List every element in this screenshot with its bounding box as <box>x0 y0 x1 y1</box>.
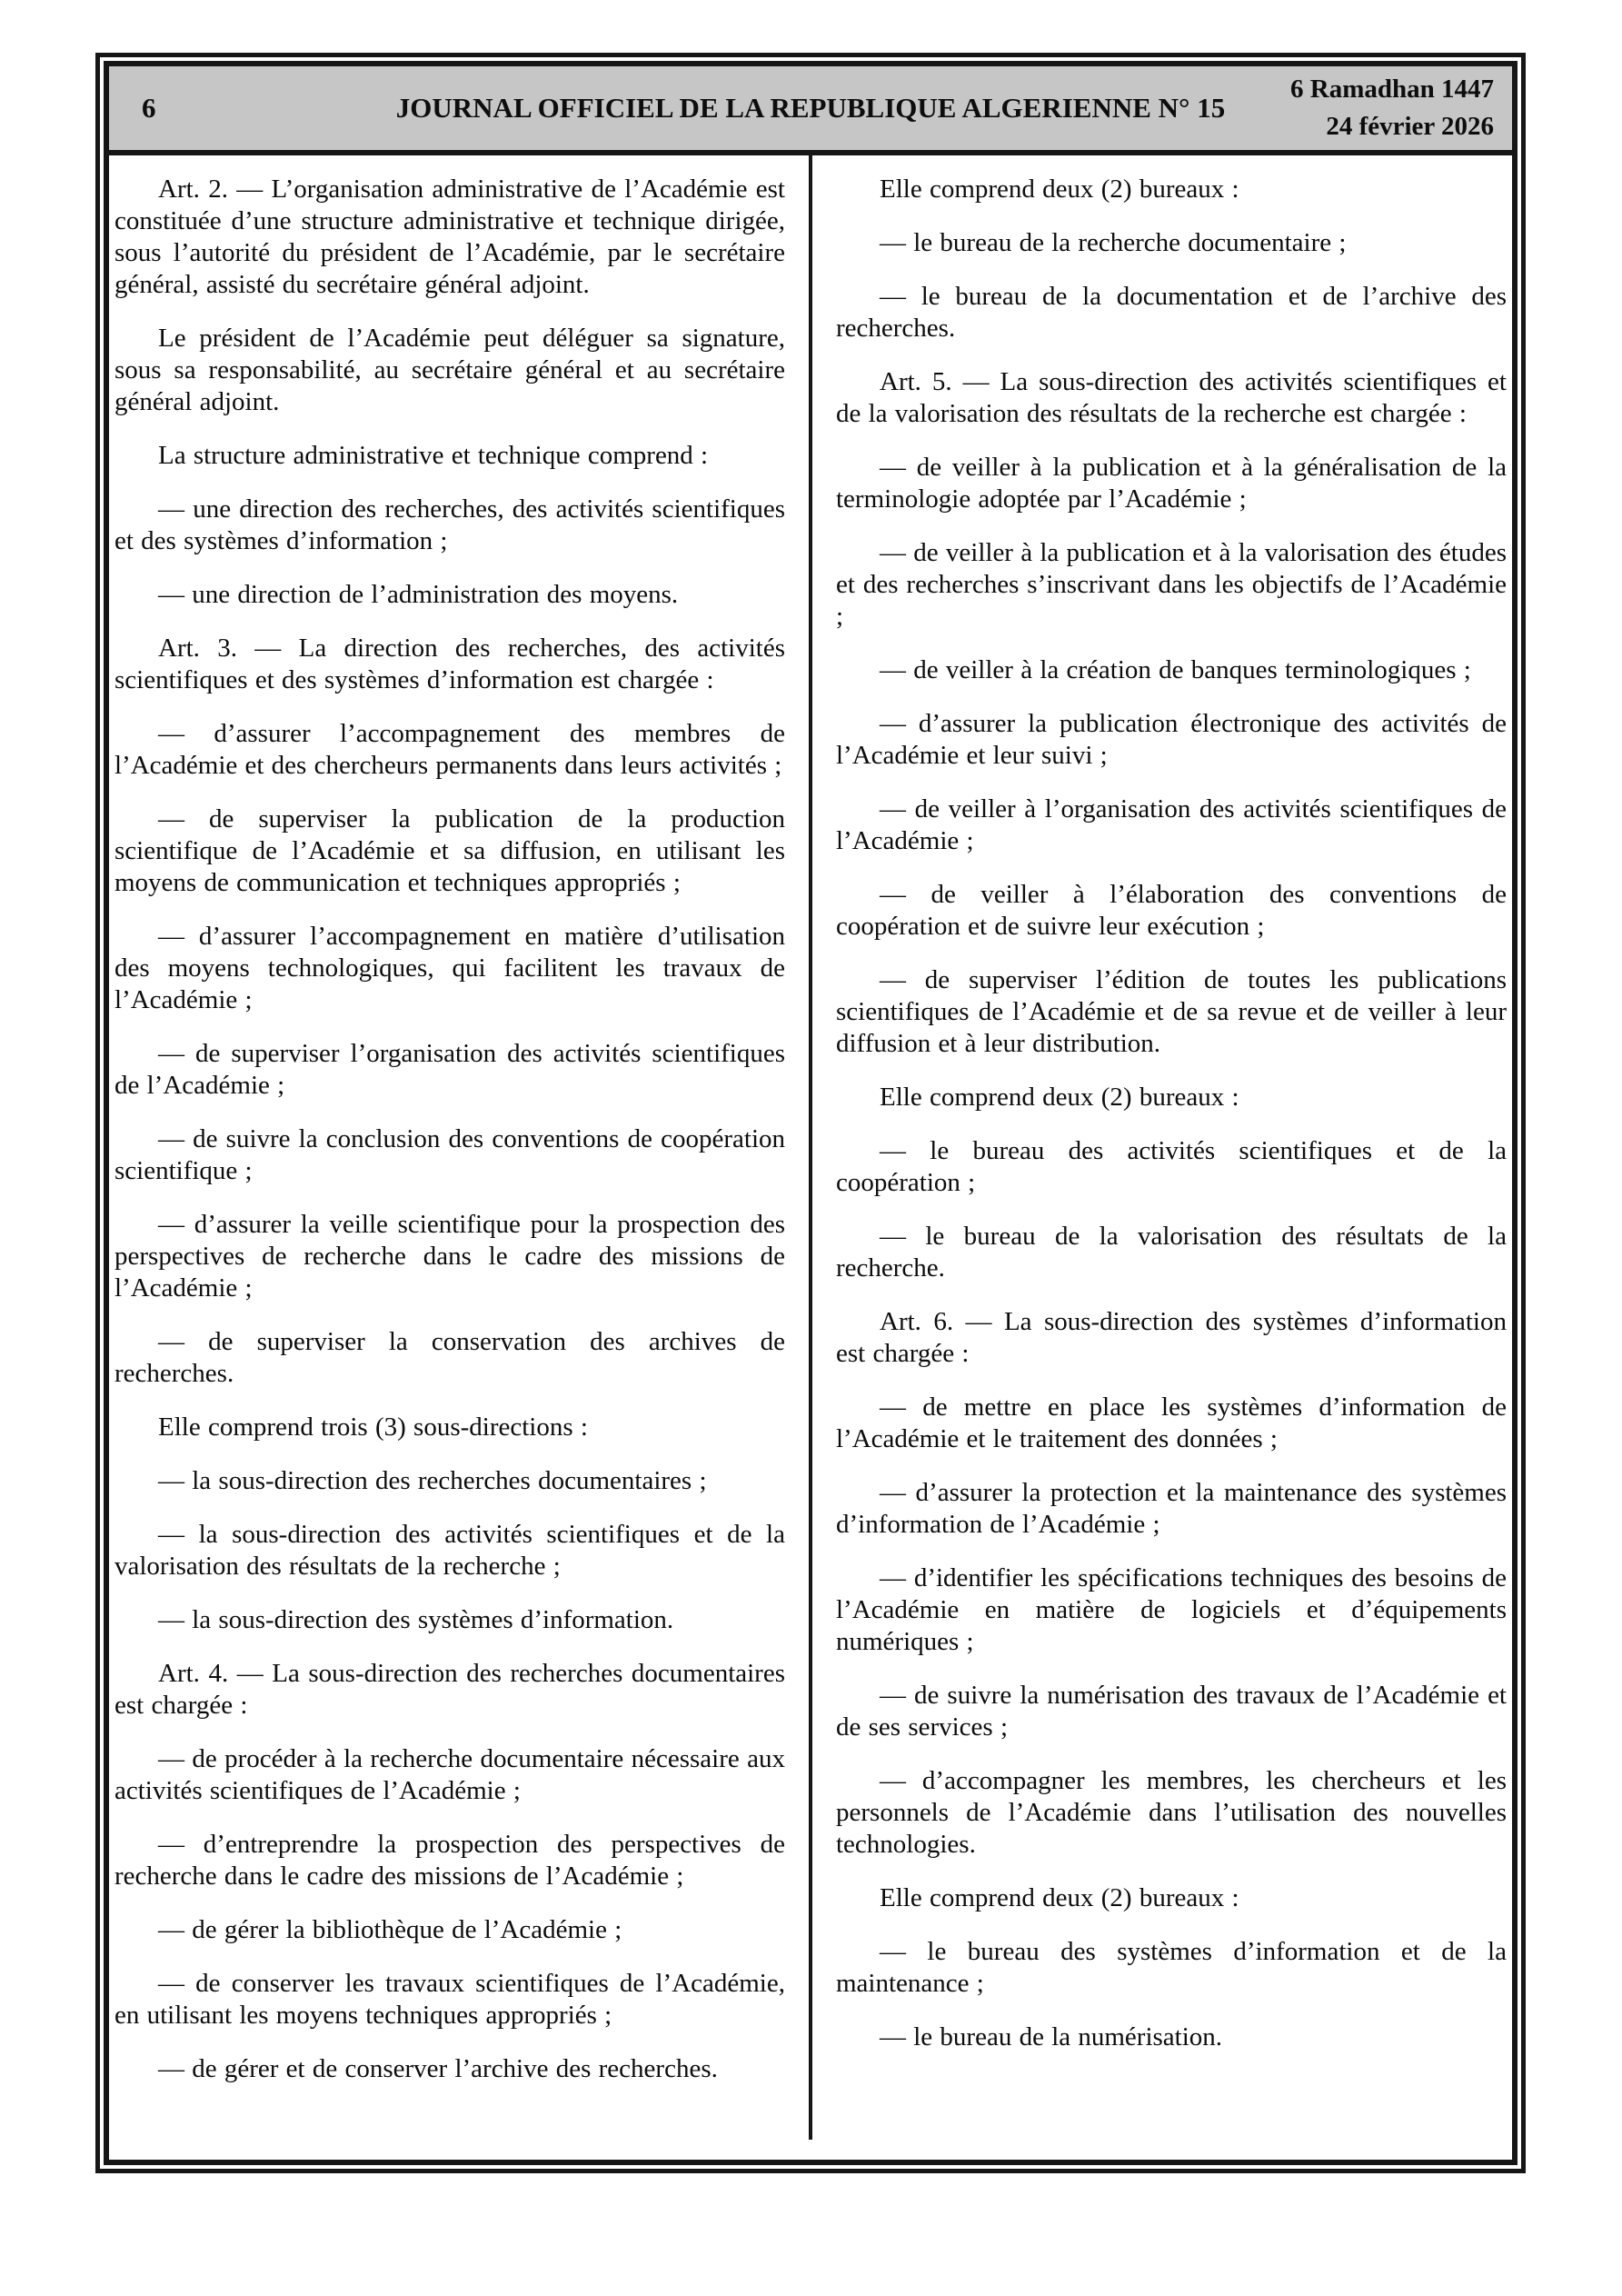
paragraph: — de suivre la numérisation des travaux de l’Académie et de ses services ; <box>836 1681 1507 1742</box>
page-body <box>109 155 1512 2160</box>
paragraph: — de mettre en place les systèmes d’information de l’Académie et le traitement des données ; <box>836 1393 1507 1453</box>
paragraph: — d’assurer l’accompagnement en matière d’utilisation des moyens technologiques, qui facilitent les travaux de l’Académie ; <box>114 922 785 1014</box>
paragraph: Art. 6. — La sous-direction des systèmes d’information est chargée : <box>836 1307 1507 1368</box>
issue-date-hijri: 6 Ramadhan 1447 <box>1290 75 1494 104</box>
paragraph: Art. 5. — La sous-direction des activités scientifiques et de la valorisation des résultats de la recherche est chargée : <box>836 367 1507 428</box>
issue-dates <box>1290 71 1494 145</box>
page-inner-border <box>104 61 1518 2165</box>
paragraph: — le bureau des activités scientifiques et de la coopération ; <box>836 1136 1507 1197</box>
paragraph: — d’assurer la publication électronique des activités de l’Académie et leur suivi ; <box>836 709 1507 770</box>
paragraph: — de veiller à la création de banques terminologiques ; <box>880 655 1471 684</box>
paragraph: — de veiller à la publication et à la généralisation de la terminologie adoptée par l’Académie ; <box>836 453 1507 514</box>
paragraph: — de conserver les travaux scientifiques de l’Académie, en utilisant les moyens techniques appropriés ; <box>114 1969 785 2030</box>
page-number: 6 <box>142 92 156 124</box>
paragraph: — la sous-direction des recherches documentaires ; <box>158 1466 707 1495</box>
paragraph: — d’assurer la protection et la maintenance des systèmes d’information de l’Académie ; <box>836 1478 1507 1539</box>
paragraph: — de superviser l’édition de toutes les publications scientifiques de l’Académie et de sa revue et de veiller à leur diffusion et à leur distribution. <box>836 965 1507 1058</box>
paragraph: — une direction des recherches, des activités scientifiques et des systèmes d’information ; <box>114 494 785 555</box>
paragraph: — le bureau de la valorisation des résultats de la recherche. <box>836 1222 1507 1283</box>
paragraph: Art. 4. — La sous-direction des recherches documentaires est chargée : <box>114 1659 785 1720</box>
paragraph: — d’identifier les spécifications techniques des besoins de l’Académie en matière de logiciels et d’équipements numériques ; <box>836 1563 1507 1656</box>
paragraph: — de superviser l’organisation des activités scientifiques de l’Académie ; <box>114 1039 785 1100</box>
masthead <box>109 66 1512 155</box>
paragraph: — de veiller à la publication et à la valorisation des études et des recherches s’inscrivant dans les objectifs de l’Académie ; <box>836 538 1507 631</box>
journal-title: JOURNAL OFFICIEL DE LA REPUBLIQUE ALGERIENNE N° 15 <box>395 92 1226 124</box>
page-outer-border <box>95 53 1526 2173</box>
paragraph: — la sous-direction des systèmes d’information. <box>158 1605 674 1634</box>
paragraph: — la sous-direction des activités scientifiques et de la valorisation des résultats de la recherche ; <box>114 1520 785 1581</box>
paragraph: — de veiller à l’élaboration des conventions de coopération et de suivre leur exécution ; <box>836 880 1507 941</box>
paragraph: — le bureau des systèmes d’information et de la maintenance ; <box>836 1937 1507 1998</box>
paragraph: Art. 3. — La direction des recherches, des activités scientifiques et des systèmes d’information est chargée : <box>114 634 785 694</box>
left-column <box>109 155 809 2160</box>
paragraph: — de superviser la conservation des archives de recherches. <box>114 1327 785 1388</box>
paragraph: Elle comprend deux (2) bureaux : <box>880 1883 1239 1912</box>
paragraph: — d’assurer la veille scientifique pour la prospection des perspectives de recherche dans le cadre des missions de l’Académie ; <box>114 1210 785 1303</box>
paragraph: — de gérer la bibliothèque de l’Académie ; <box>158 1915 622 1944</box>
paragraph: — une direction de l’administration des moyens. <box>158 580 679 609</box>
paragraph: — le bureau de la documentation et de l’archive des recherches. <box>836 282 1507 343</box>
paragraph: — d’accompagner les membres, les chercheurs et les personnels de l’Académie dans l’utilisation des nouvelles technologies. <box>836 1766 1507 1859</box>
paragraph: — de suivre la conclusion des conventions de coopération scientifique ; <box>114 1124 785 1185</box>
paragraph: — d’entreprendre la prospection des perspectives de recherche dans le cadre des missions de l’Académie ; <box>114 1830 785 1891</box>
paragraph: Elle comprend trois (3) sous-directions : <box>158 1413 588 1442</box>
paragraph: Elle comprend deux (2) bureaux : <box>880 175 1239 204</box>
issue-date-gregorian: 24 février 2026 <box>1326 112 1494 141</box>
paragraph: La structure administrative et technique comprend : <box>158 441 709 470</box>
paragraph: Art. 2. — L’organisation administrative de l’Académie est constituée d’une structure administrative et technique dirigée, sous l’autorité du président de l’Académie, par le secrétaire général, assisté du secrétaire général adjoint. <box>114 175 785 299</box>
paragraph: — d’assurer l’accompagnement des membres de l’Académie et des chercheurs permanents dans leurs activités ; <box>114 719 785 780</box>
paragraph: — de gérer et de conserver l’archive des recherches. <box>158 2054 718 2083</box>
paragraph: Elle comprend deux (2) bureaux : <box>880 1083 1239 1112</box>
paragraph: — de procéder à la recherche documentaire nécessaire aux activités scientifiques de l’Académie ; <box>114 1744 785 1805</box>
paragraph: — le bureau de la recherche documentaire ; <box>880 228 1347 257</box>
paragraph: — le bureau de la numérisation. <box>880 2022 1223 2051</box>
paragraph: — de superviser la publication de la production scientifique de l’Académie et sa diffusion, en utilisant les moyens de communication et techniques appropriés ; <box>114 804 785 897</box>
paragraph: Le président de l’Académie peut déléguer sa signature, sous sa responsabilité, au secrétaire général et au secrétaire général adjoint. <box>114 324 785 416</box>
right-column <box>812 155 1512 2160</box>
paragraph: — de veiller à l’organisation des activités scientifiques de l’Académie ; <box>836 794 1507 855</box>
